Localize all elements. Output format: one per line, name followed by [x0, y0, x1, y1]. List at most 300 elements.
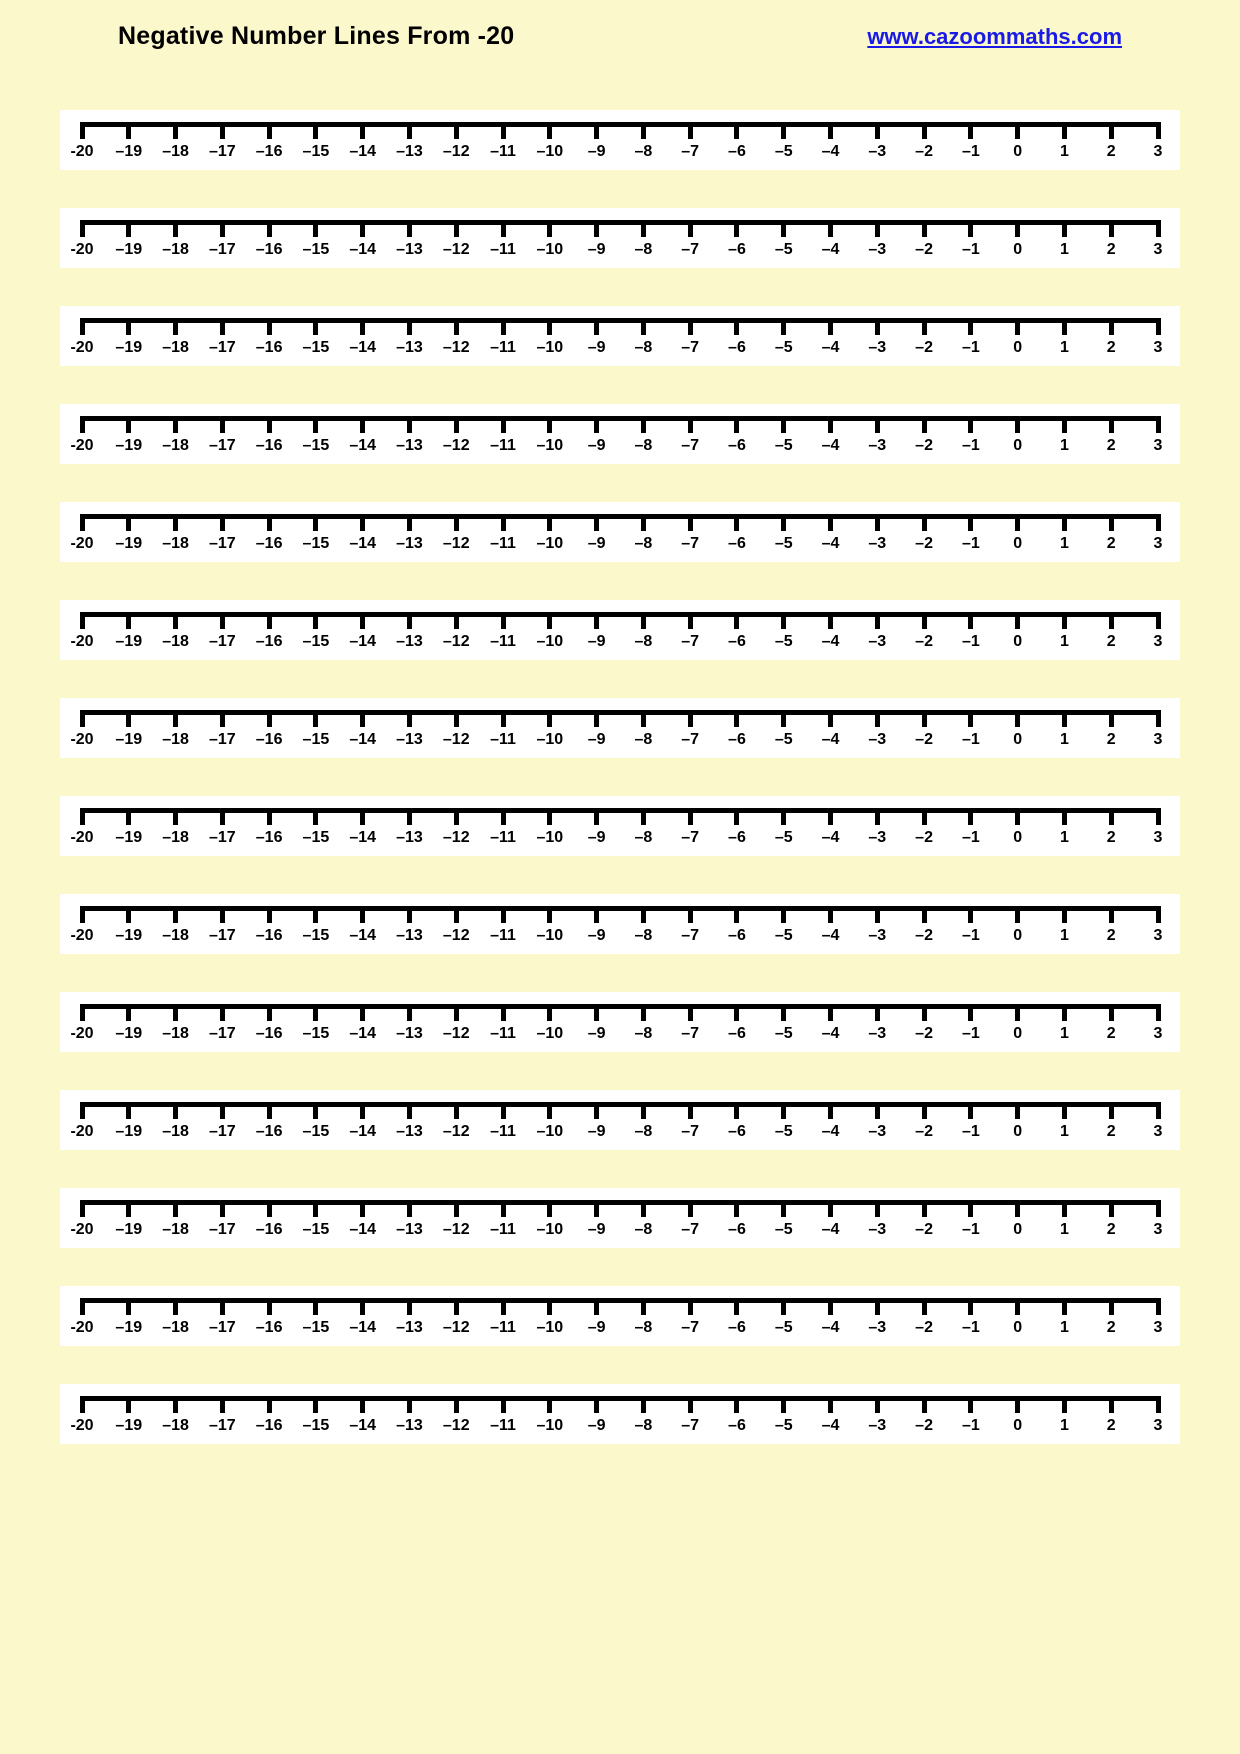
tick-label: 1 [1059, 1319, 1069, 1336]
number-line [60, 1188, 1180, 1248]
tick-mark [594, 1200, 599, 1217]
tick-label: –8 [634, 1319, 653, 1336]
tick-label: –12 [442, 731, 470, 748]
tick-mark [126, 220, 131, 237]
tick-mark [313, 1396, 318, 1413]
tick-mark [922, 906, 927, 923]
tick-label: –12 [442, 143, 470, 160]
tick-label: –2 [915, 1025, 933, 1042]
tick-mark [313, 710, 318, 727]
number-line [60, 1286, 1180, 1346]
tick-mark [1156, 710, 1161, 727]
tick-label: –10 [536, 633, 564, 650]
tick-label: -20 [70, 731, 94, 748]
tick-mark [501, 1102, 506, 1119]
tick-mark [1109, 220, 1114, 237]
website-link[interactable]: www.cazoommaths.com [867, 24, 1122, 49]
tick-label: 2 [1106, 143, 1116, 160]
tick-label: –18 [162, 633, 189, 650]
tick-mark [1109, 906, 1114, 923]
tick-mark [454, 906, 459, 923]
tick-label: -20 [70, 339, 94, 356]
tick-mark [1015, 1200, 1020, 1217]
tick-mark [968, 710, 973, 727]
tick-mark [454, 1396, 459, 1413]
tick-mark [126, 1396, 131, 1413]
tick-mark [781, 612, 786, 629]
tick-mark [220, 220, 225, 237]
tick-label: –11 [490, 829, 516, 846]
tick-label: –6 [728, 1417, 746, 1434]
tick-mark [360, 416, 365, 433]
tick-mark [1109, 1102, 1114, 1119]
tick-label: –19 [115, 1221, 143, 1238]
tick-mark [922, 1396, 927, 1413]
tick-label: –18 [162, 927, 189, 944]
tick-label: –12 [442, 1123, 470, 1140]
tick-label: –2 [915, 1417, 933, 1434]
tick-label: –2 [915, 535, 933, 552]
tick-mark [1015, 612, 1020, 629]
tick-label: –1 [961, 1417, 980, 1434]
tick-label: 2 [1106, 829, 1116, 846]
tick-label: –17 [208, 731, 236, 748]
tick-label: –15 [302, 1123, 330, 1140]
tick-label: –5 [774, 437, 793, 454]
tick-label: –2 [915, 1319, 933, 1336]
tick-label: –9 [587, 1025, 606, 1042]
tick-label: –10 [536, 535, 564, 552]
tick-label: –2 [915, 339, 933, 356]
tick-mark [313, 122, 318, 139]
tick-mark [1156, 318, 1161, 335]
tick-label: –18 [162, 1221, 189, 1238]
tick-mark [220, 808, 225, 825]
tick-mark [313, 1200, 318, 1217]
tick-label: –11 [490, 633, 516, 650]
tick-mark [828, 220, 833, 237]
tick-mark [734, 514, 739, 531]
tick-mark [1156, 808, 1161, 825]
tick-mark [828, 514, 833, 531]
tick-mark [80, 808, 85, 825]
tick-label: –19 [115, 339, 143, 356]
tick-label: 2 [1106, 1123, 1116, 1140]
tick-label: –8 [634, 731, 653, 748]
tick-mark [173, 1102, 178, 1119]
tick-label: –14 [349, 1417, 377, 1434]
tick-mark [828, 416, 833, 433]
tick-label: –12 [442, 1417, 470, 1434]
tick-label: –3 [868, 731, 887, 748]
tick-mark [734, 1200, 739, 1217]
tick-mark [454, 318, 459, 335]
tick-mark [641, 1298, 646, 1315]
tick-mark [126, 906, 131, 923]
tick-label: –6 [728, 1123, 746, 1140]
tick-label: –1 [961, 731, 980, 748]
tick-label: –13 [396, 339, 423, 356]
tick-label: –7 [681, 1417, 700, 1434]
tick-label: 0 [1013, 241, 1023, 258]
tick-label: 2 [1106, 731, 1116, 748]
tick-mark [1015, 808, 1020, 825]
tick-mark [968, 1200, 973, 1217]
tick-mark [313, 808, 318, 825]
tick-label: -20 [70, 1417, 94, 1434]
number-line [60, 894, 1180, 954]
tick-mark [968, 1004, 973, 1021]
tick-label: –1 [961, 339, 980, 356]
tick-mark [734, 1396, 739, 1413]
tick-label: –14 [349, 1319, 377, 1336]
tick-mark [407, 416, 412, 433]
tick-mark [968, 122, 973, 139]
tick-label: –6 [728, 535, 746, 552]
tick-label: –15 [302, 927, 330, 944]
tick-label: 1 [1059, 1025, 1069, 1042]
tick-label: 1 [1059, 829, 1069, 846]
tick-label: –10 [536, 1221, 564, 1238]
tick-label: –9 [587, 143, 606, 160]
tick-label: –18 [162, 1123, 189, 1140]
tick-label: –8 [634, 535, 653, 552]
tick-label: 2 [1106, 339, 1116, 356]
tick-label: –4 [821, 437, 840, 454]
tick-label: 0 [1013, 1417, 1023, 1434]
tick-mark [734, 906, 739, 923]
tick-label: -20 [70, 437, 94, 454]
tick-mark [501, 1396, 506, 1413]
tick-mark [922, 514, 927, 531]
tick-label: 1 [1059, 339, 1069, 356]
tick-mark [501, 808, 506, 825]
tick-label: -20 [70, 535, 94, 552]
tick-mark [875, 1004, 880, 1021]
tick-mark [875, 1396, 880, 1413]
tick-mark [641, 1102, 646, 1119]
tick-label: -20 [70, 143, 94, 160]
tick-label: –19 [115, 437, 143, 454]
tick-label: 3 [1153, 731, 1163, 748]
tick-label: 3 [1153, 829, 1163, 846]
tick-mark [1156, 906, 1161, 923]
tick-mark [313, 612, 318, 629]
tick-label: 1 [1059, 241, 1069, 258]
tick-label: 1 [1059, 731, 1069, 748]
tick-mark [688, 612, 693, 629]
tick-mark [220, 1200, 225, 1217]
tick-mark [501, 416, 506, 433]
tick-group [70, 906, 1163, 954]
tick-mark [407, 1396, 412, 1413]
tick-mark [641, 612, 646, 629]
tick-mark [547, 220, 552, 237]
tick-mark [313, 1102, 318, 1119]
tick-group [70, 122, 1163, 170]
tick-group [70, 710, 1163, 758]
tick-mark [80, 220, 85, 237]
tick-mark [173, 1004, 178, 1021]
tick-label: –4 [821, 1025, 840, 1042]
tick-mark [220, 416, 225, 433]
tick-label: 1 [1059, 1221, 1069, 1238]
tick-label: 0 [1013, 535, 1023, 552]
tick-mark [688, 514, 693, 531]
tick-label: 3 [1153, 1417, 1163, 1434]
tick-label: –12 [442, 535, 470, 552]
tick-label: –2 [915, 633, 933, 650]
tick-label: –12 [442, 1319, 470, 1336]
number-line [60, 502, 1180, 562]
tick-mark [173, 416, 178, 433]
tick-label: –1 [961, 1025, 980, 1042]
tick-label: –11 [490, 1319, 516, 1336]
tick-mark [80, 906, 85, 923]
tick-label: 3 [1153, 339, 1163, 356]
tick-label: –16 [255, 731, 283, 748]
tick-mark [875, 710, 880, 727]
tick-mark [781, 416, 786, 433]
tick-label: 2 [1106, 1221, 1116, 1238]
tick-label: –7 [681, 829, 700, 846]
tick-label: –11 [490, 143, 516, 160]
tick-mark [1015, 416, 1020, 433]
tick-mark [547, 1298, 552, 1315]
tick-label: –19 [115, 535, 143, 552]
tick-mark [313, 1004, 318, 1021]
tick-mark [547, 1200, 552, 1217]
tick-label: –16 [255, 633, 283, 650]
tick-label: –3 [868, 437, 887, 454]
tick-label: –13 [396, 1025, 423, 1042]
tick-mark [80, 710, 85, 727]
tick-mark [688, 906, 693, 923]
tick-mark [407, 220, 412, 237]
tick-mark [126, 514, 131, 531]
tick-mark [454, 808, 459, 825]
tick-mark [126, 416, 131, 433]
tick-mark [313, 220, 318, 237]
tick-mark [547, 514, 552, 531]
tick-label: 1 [1059, 1123, 1069, 1140]
tick-mark [641, 710, 646, 727]
tick-label: –10 [536, 829, 564, 846]
tick-mark [688, 416, 693, 433]
tick-label: –4 [821, 633, 840, 650]
tick-mark [80, 1004, 85, 1021]
tick-mark [968, 612, 973, 629]
tick-mark [313, 514, 318, 531]
tick-label: 0 [1013, 633, 1023, 650]
tick-mark [267, 1396, 272, 1413]
tick-mark [547, 1102, 552, 1119]
tick-label: 0 [1013, 829, 1023, 846]
tick-mark [875, 1298, 880, 1315]
tick-mark [80, 612, 85, 629]
tick-label: –18 [162, 241, 189, 258]
tick-label: –14 [349, 535, 377, 552]
tick-mark [875, 122, 880, 139]
tick-label: –7 [681, 1319, 700, 1336]
tick-label: –14 [349, 731, 377, 748]
tick-label: –15 [302, 1417, 330, 1434]
tick-label: –8 [634, 1417, 653, 1434]
tick-mark [501, 710, 506, 727]
tick-mark [220, 514, 225, 531]
tick-mark [641, 1396, 646, 1413]
tick-label: –16 [255, 143, 283, 160]
tick-mark [922, 122, 927, 139]
tick-mark [968, 514, 973, 531]
tick-label: –16 [255, 1417, 283, 1434]
tick-label: -20 [70, 1123, 94, 1140]
tick-label: –18 [162, 143, 189, 160]
tick-label: 3 [1153, 1319, 1163, 1336]
tick-label: –11 [490, 241, 516, 258]
number-line [60, 698, 1180, 758]
tick-mark [1109, 1200, 1114, 1217]
tick-mark [1062, 1396, 1067, 1413]
tick-mark [828, 1102, 833, 1119]
tick-label: –17 [208, 339, 236, 356]
tick-mark [688, 1396, 693, 1413]
tick-label: –10 [536, 1319, 564, 1336]
tick-mark [875, 1102, 880, 1119]
tick-mark [547, 1004, 552, 1021]
tick-label: –5 [774, 1221, 793, 1238]
tick-label: –16 [255, 1025, 283, 1042]
tick-mark [828, 612, 833, 629]
tick-mark [922, 318, 927, 335]
tick-label: –5 [774, 241, 793, 258]
tick-label: –13 [396, 143, 423, 160]
tick-label: –13 [396, 927, 423, 944]
tick-label: 1 [1059, 437, 1069, 454]
tick-mark [454, 1004, 459, 1021]
tick-mark [1156, 1102, 1161, 1119]
tick-label: –15 [302, 1221, 330, 1238]
tick-mark [360, 808, 365, 825]
tick-label: –6 [728, 1221, 746, 1238]
tick-mark [688, 808, 693, 825]
tick-mark [781, 906, 786, 923]
tick-mark [220, 1004, 225, 1021]
tick-label: –8 [634, 143, 653, 160]
tick-mark [1156, 220, 1161, 237]
tick-mark [360, 122, 365, 139]
tick-mark [828, 1396, 833, 1413]
tick-label: 2 [1106, 1025, 1116, 1042]
tick-label: –4 [821, 241, 840, 258]
tick-label: –6 [728, 927, 746, 944]
tick-label: 0 [1013, 1221, 1023, 1238]
tick-mark [1015, 514, 1020, 531]
tick-mark [501, 514, 506, 531]
tick-mark [828, 1200, 833, 1217]
tick-mark [1015, 710, 1020, 727]
tick-mark [594, 1396, 599, 1413]
tick-label: –9 [587, 1123, 606, 1140]
tick-label: –8 [634, 437, 653, 454]
tick-label: –18 [162, 339, 189, 356]
tick-label: –16 [255, 437, 283, 454]
tick-mark [267, 710, 272, 727]
tick-label: –15 [302, 1025, 330, 1042]
tick-mark [313, 1298, 318, 1315]
tick-mark [126, 1102, 131, 1119]
tick-mark [267, 1004, 272, 1021]
tick-label: –2 [915, 731, 933, 748]
tick-label: –9 [587, 241, 606, 258]
tick-label: –15 [302, 437, 330, 454]
tick-mark [968, 1396, 973, 1413]
tick-mark [922, 612, 927, 629]
tick-mark [1156, 122, 1161, 139]
tick-label: –15 [302, 143, 330, 160]
tick-mark [313, 416, 318, 433]
tick-label: –2 [915, 437, 933, 454]
tick-label: –6 [728, 829, 746, 846]
tick-mark [126, 1298, 131, 1315]
tick-label: –4 [821, 731, 840, 748]
tick-label: –7 [681, 241, 700, 258]
tick-mark [922, 1298, 927, 1315]
tick-mark [80, 122, 85, 139]
tick-label: –6 [728, 143, 746, 160]
tick-mark [594, 416, 599, 433]
tick-mark [1109, 122, 1114, 139]
tick-mark [1015, 220, 1020, 237]
tick-mark [968, 1102, 973, 1119]
tick-label: –14 [349, 143, 377, 160]
tick-label: –8 [634, 927, 653, 944]
tick-label: –12 [442, 829, 470, 846]
tick-mark [1109, 1396, 1114, 1413]
tick-mark [267, 1200, 272, 1217]
tick-label: –16 [255, 1221, 283, 1238]
tick-mark [173, 906, 178, 923]
tick-label: –6 [728, 339, 746, 356]
tick-mark [220, 122, 225, 139]
tick-mark [1156, 514, 1161, 531]
tick-label: –10 [536, 1417, 564, 1434]
tick-mark [734, 710, 739, 727]
tick-mark [594, 710, 599, 727]
tick-label: –5 [774, 1319, 793, 1336]
tick-label: –1 [961, 829, 980, 846]
tick-mark [968, 220, 973, 237]
tick-mark [173, 808, 178, 825]
tick-label: –11 [490, 535, 516, 552]
tick-mark [126, 612, 131, 629]
tick-mark [1015, 906, 1020, 923]
number-line [60, 110, 1180, 170]
tick-label: –17 [208, 535, 236, 552]
tick-mark [1109, 416, 1114, 433]
tick-group [70, 1004, 1163, 1052]
tick-label: 3 [1153, 927, 1163, 944]
tick-mark [734, 220, 739, 237]
tick-label: –17 [208, 633, 236, 650]
tick-mark [828, 808, 833, 825]
tick-mark [360, 1004, 365, 1021]
tick-label: –8 [634, 1025, 653, 1042]
tick-mark [641, 122, 646, 139]
tick-label: –13 [396, 633, 423, 650]
tick-label: 1 [1059, 1417, 1069, 1434]
tick-mark [80, 1102, 85, 1119]
